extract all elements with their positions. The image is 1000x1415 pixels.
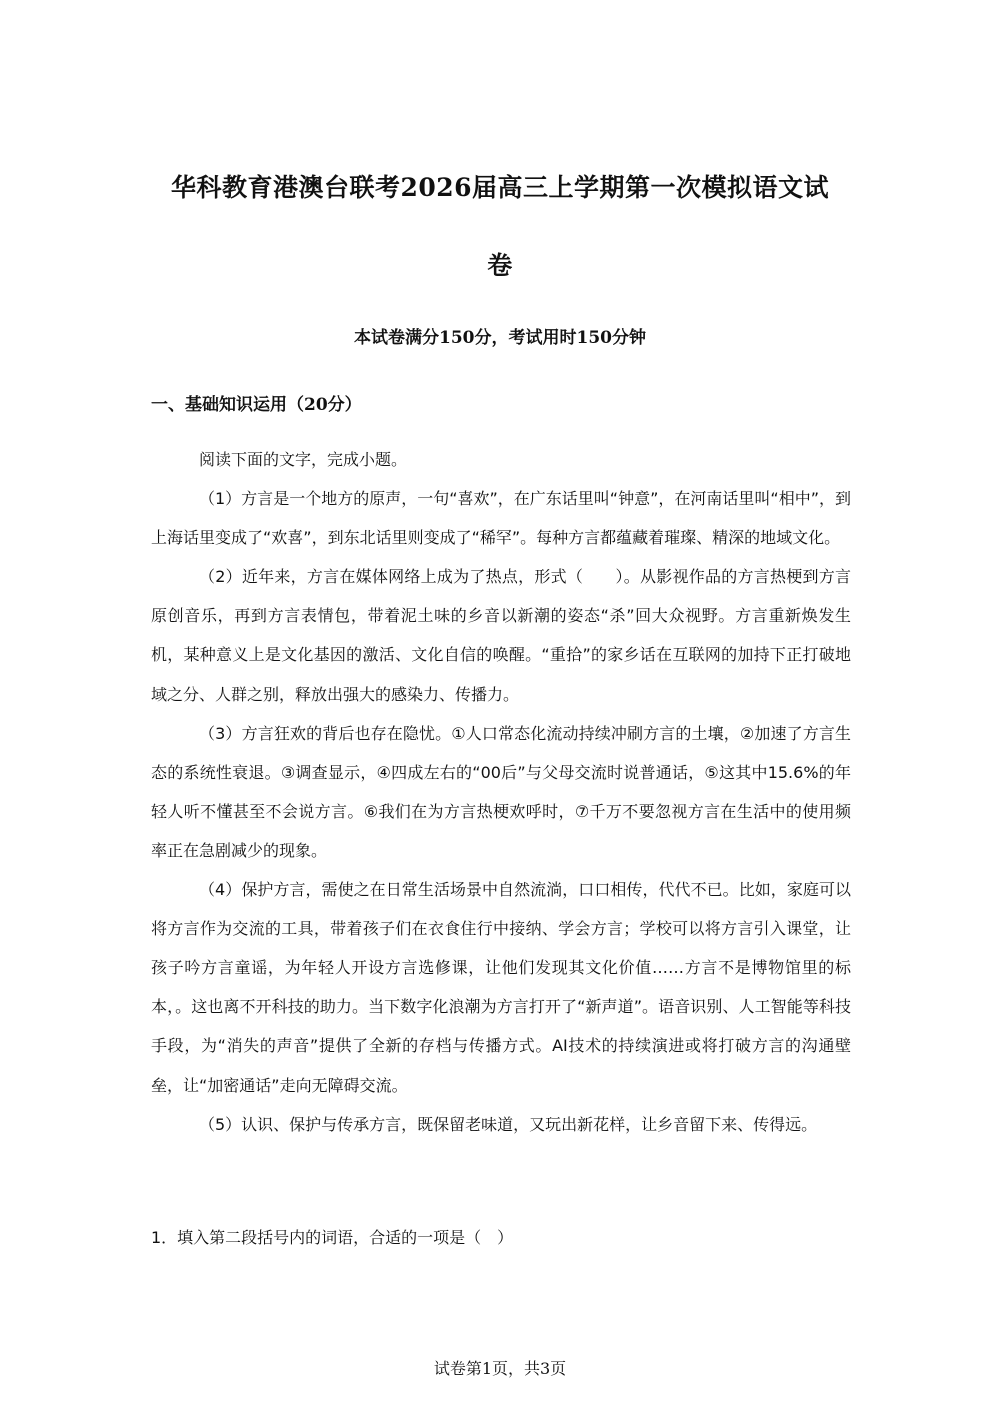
passage-paragraph-4: （4）保护方言，需使之在日常生活场景中自然流淌，口口相传，代代不已。比如，家庭可以将方言作为交流的工具，带着孩子们在衣食住行中接纳、学会方言；学校可以将方言引入课堂，让孩子吟方言童谣，为年轻人开设方言选修课，让他们发现其文化价值……方言不是博物馆里的标本，。这也离不开科技的助力。当下数字化浪潮为方言打开了“新声道”。语音识别、人工智能等科技手段，为“消失的声音”提供了全新的存档与传播方式。AI技术的持续演进或将打破方言的沟通壁垒，让“加密通话”走向无障碍交流。 [151, 880, 851, 1095]
passage-intro: 阅读下面的文字，完成小题。 [199, 450, 408, 469]
exam-title-line-1: 华科教育港澳台联考2026届高三上学期第一次模拟语文试 [170, 173, 830, 202]
section-heading: 一、基础知识运用（20分） [151, 395, 362, 415]
page-footer: 试卷第1页，共3页 [433, 1359, 567, 1378]
exam-subtitle: 本试卷满分150分，考试用时150分钟 [354, 328, 646, 348]
passage-paragraph-5: （5）认识、保护与传承方言，既保留老味道，又玩出新花样，让乡音留下来、传得远。 [199, 1114, 818, 1134]
passage-paragraph-3: （3）方言狂欢的背后也存在隐忧。①人口常态化流动持续冲刷方言的土壤，②加速了方言生态的系统性衰退。③调查显示，④四成左右的“00后”与父母交流时说普通话，⑤这其中15.6%的年轻人听不懂甚至不会说方言。⑥我们在为方言热梗欢呼时，⑦千万不要忽视方言在生活中的使用频率正在急剧减少的现象。 [151, 723, 851, 860]
question-1: 1．填入第二段括号内的词语，合适的一项是（ ） [151, 1228, 514, 1247]
reading-passage [151, 440, 851, 1144]
passage-paragraph-2: （2）近年来，方言在媒体网络上成为了热点，形式（ ）。从影视作品的方言热梗到方言原创音乐，再到方言表情包，带着泥土味的乡音以新潮的姿态“杀”回大众视野。方言重新焕发生机，某种意义上是文化基因的激活、文化自信的唤醒。“重拾”的家乡话在互联网的加持下正打破地域之分、人群之别，释放出强大的感染力、传播力。 [151, 567, 851, 704]
exam-title-line-2: 卷 [487, 251, 513, 280]
passage-paragraph-1: （1）方言是一个地方的原声，一句“喜欢”，在广东话里叫“钟意”，在河南话里叫“相中”，到上海话里变成了“欢喜”，到东北话里则变成了“稀罕”。每种方言都蕴藏着璀璨、精深的地域文化。 [151, 489, 851, 548]
